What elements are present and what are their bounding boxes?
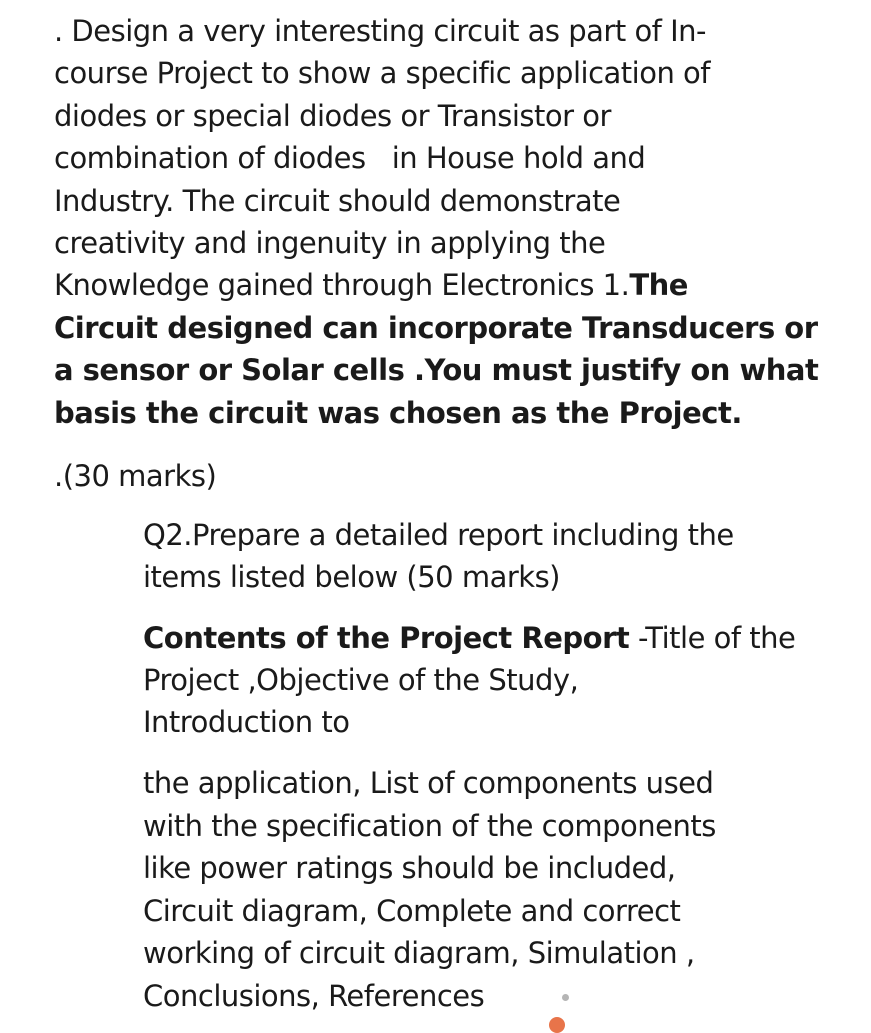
report-items (143, 762, 843, 1018)
q1-line-5: Industry. The circuit should demonstrate (54, 183, 621, 218)
q1-line-1: . Design a very interesting circuit as part of In- (54, 14, 707, 48)
q1-line-6: creativity and ingenuity in applying the (54, 226, 606, 261)
q1-bold-line-3-text: basis the circuit was chosen as the Project. (54, 395, 742, 430)
items-line-4: Circuit diagram, Complete and correct (143, 893, 681, 928)
q1-bold-line-2-text: a sensor or Solar cells .You must justify on what (54, 353, 819, 388)
q1-line-4: combination of diodes in House hold and (54, 141, 646, 176)
q1-bold-line-1 (54, 307, 844, 349)
question-1 (54, 10, 844, 434)
items-line-2: with the specification of the components (143, 808, 716, 843)
q1-line-7-text: Knowledge gained through Electronics 1. (54, 268, 630, 303)
contents-line-3: Introduction to (143, 705, 350, 740)
q1-bold-line-3 (54, 392, 844, 434)
contents-line-2: Project ,Objective of the Study, (143, 663, 579, 698)
report-contents (143, 617, 843, 744)
q1-bold-line-1-text: Circuit designed can incorporate Transducers or (54, 310, 818, 345)
q1-line-7 (54, 264, 844, 306)
q2-line-2: items listed below (50 marks) (143, 560, 560, 595)
items-line-3: like power ratings should be included, (143, 851, 676, 886)
contents-heading: Contents of the Project Report (143, 621, 630, 655)
q1-marks: .(30 marks) (54, 459, 217, 493)
q1-line-3: diodes or special diodes or Transistor or (54, 98, 611, 133)
scroll-handle[interactable] (549, 1017, 565, 1033)
contents-line-1 (143, 617, 843, 659)
items-line-5: working of circuit diagram, Simulation , (143, 936, 695, 971)
q2-line-1: Q2.Prepare a detailed report including the (143, 518, 734, 552)
q1-bold-line-2 (54, 349, 844, 391)
page-indicator-dot (562, 994, 569, 1001)
items-line-6: Conclusions, References (143, 978, 485, 1013)
q1-line-2: course Project to show a specific application of (54, 56, 711, 91)
contents-line-1-rest: -Title of the (629, 621, 796, 655)
q1-line-7-bold: The (629, 268, 688, 303)
question-2 (143, 514, 843, 598)
items-line-1: the application, List of components used (143, 766, 714, 800)
